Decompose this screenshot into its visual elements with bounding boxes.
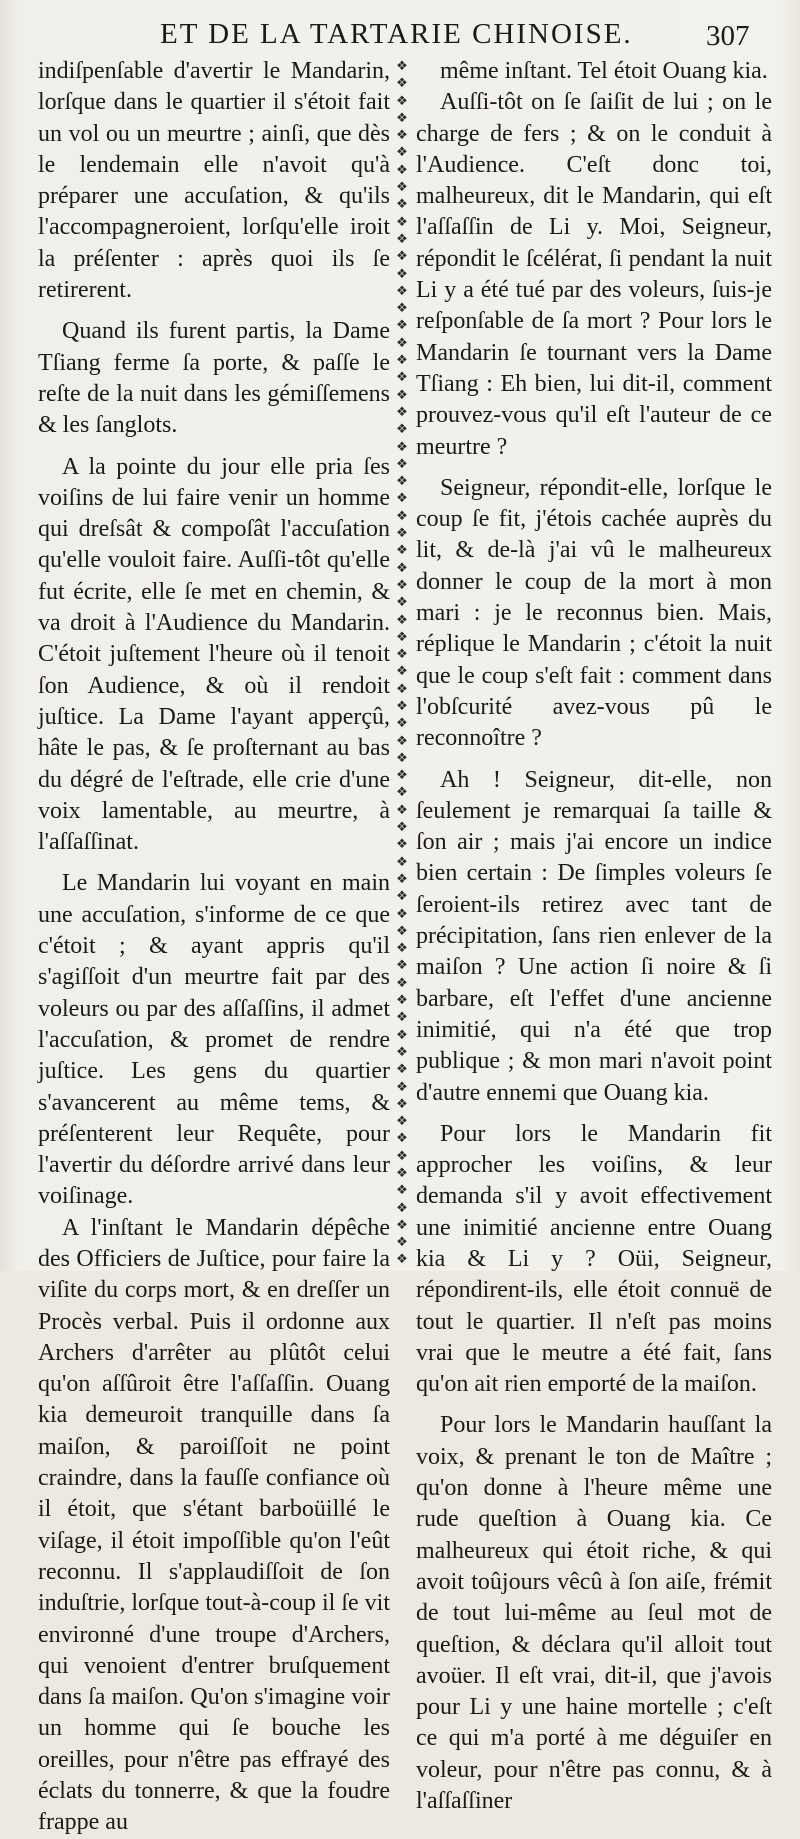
divider-ornament: ❖ xyxy=(396,750,408,766)
divider-ornament: ❖ xyxy=(396,1200,408,1216)
divider-ornament: ❖ xyxy=(396,837,408,853)
divider-ornament: ❖ xyxy=(396,526,408,542)
divider-ornament: ❖ xyxy=(396,76,408,92)
divider-ornament: ❖ xyxy=(396,1217,408,1233)
divider-ornament: ❖ xyxy=(396,197,408,213)
divider-ornament: ❖ xyxy=(396,110,408,126)
divider-ornament: ❖ xyxy=(396,802,408,818)
divider-ornament: ❖ xyxy=(396,698,408,714)
divider-ornament: ❖ xyxy=(396,906,408,922)
right-paragraph-1: même inſtant. Tel étoit Ouang kia. xyxy=(440,58,768,84)
divider-ornament: ❖ xyxy=(396,1114,408,1130)
divider-ornament: ❖ xyxy=(396,370,408,386)
divider-ornament: ❖ xyxy=(396,629,408,645)
divider-ornament: ❖ xyxy=(396,180,408,196)
left-paragraph-4: Le Mandarin lui voyant en main une accuſation, s'informe de ce que c'étoit ; & ayant appris qu'il s'agiſſoit d'un meurtre fait par des voleurs ou par des aſſaſſins, il admet l'accuſation, & promet de rendre juſtice. Les gens du quartier s'avancerent au même tems, & préſenterent leur Requête, pour l'avertir du déſordre arrivé dans leur voiſinage. xyxy=(38,870,390,1210)
divider-ornament: ❖ xyxy=(396,162,408,178)
divider-ornament: ❖ xyxy=(396,612,408,628)
divider-ornament: ❖ xyxy=(396,1183,408,1199)
divider-ornament: ❖ xyxy=(396,854,408,870)
divider-ornament: ❖ xyxy=(396,214,408,230)
divider-ornament: ❖ xyxy=(396,941,408,957)
divider-ornament: ❖ xyxy=(396,387,408,403)
divider-ornament: ❖ xyxy=(396,128,408,144)
right-column xyxy=(416,56,772,1815)
divider-ornament: ❖ xyxy=(396,318,408,334)
divider-ornament: ❖ xyxy=(396,577,408,593)
divider-ornament: ❖ xyxy=(396,335,408,351)
divider-ornament: ❖ xyxy=(396,1044,408,1060)
left-paragraph-5: A l'inſtant le Mandarin dépêche des Officiers de Juſtice, pour faire la viſite du corps mort, & en dreſſer un Procès verbal. Puis il ordonne aux Archers d'arrêter au plûtôt celui qu'on aſſûroit être l'aſſaſſin. Ouang kia demeuroit tranquille dans ſa maiſon, & paroiſſoit ne point craindre, dans la fauſſe confiance où il étoit, que s'étant barboüillé le viſage, il étoit impoſſible qu'on l'eût reconnu. Il s'applaudiſſoit de ſon induſtrie, lorſque tout-à-coup il ſe vit environné d'une troupe d'Archers, qui venoient d'entrer bruſquement dans ſa maiſon. Qu'on s'imagine voir un homme qui ſe bouche les oreilles, pour n'être pas effrayé des éclats du tonnerre, & que la foudre frappe au xyxy=(38,1214,390,1836)
page-number: 307 xyxy=(706,20,750,52)
right-paragraph-2: Auſſi-tôt on ſe ſaiſit de lui ; on le charge de fers ; & on le conduit à l'Audience. C'eſt donc toi, malheureux, dit le Mandarin, qui eſt l'aſſaſſin de Li y. Moi, Seigneur, répondit le ſcélérat, ſi pendant la nuit Li y a été tué par des voleurs, ſuis-je reſponſable de ſa mort ? Pour lors le Mandarin ſe tournant vers la Dame Tſiang : Eh bien, lui dit-il, comment prouvez-vous qu'il eſt l'auteur de ce meurtre ? xyxy=(416,89,772,460)
left-paragraph-3: A la pointe du jour elle pria ſes voiſins de lui faire venir un homme qui dreſsât & compoſât l'accuſation qu'elle vouloit faire. Auſſi-tôt qu'elle fut écrite, elle ſe met en chemin, & va droit à l'Audience du Mandarin. C'étoit juſtement l'heure où il tenoit ſon Audience, & où il rendoit juſtice. La Dame l'ayant apperçû, hâte le pas, & ſe proſternant au bas du dégré de l'eſtrade, elle crie d'une voix lamentable, au meurtre, à l'aſſaſſinat. xyxy=(38,453,390,856)
divider-ornament: ❖ xyxy=(396,958,408,974)
divider-ornament: ❖ xyxy=(396,266,408,282)
divider-ornament: ❖ xyxy=(396,1131,408,1147)
divider-ornament: ❖ xyxy=(396,231,408,247)
divider-ornament: ❖ xyxy=(396,889,408,905)
divider-ornament: ❖ xyxy=(396,491,408,507)
running-title: ET DE LA TARTARIE CHINOISE. xyxy=(160,18,633,50)
divider-ornament: ❖ xyxy=(396,871,408,887)
divider-ornament: ❖ xyxy=(396,1148,408,1164)
divider-ornament: ❖ xyxy=(396,595,408,611)
divider-ornament: ❖ xyxy=(396,543,408,559)
right-paragraph-4: Ah ! Seigneur, dit-elle, non ſeulement je remarquai ſa taille & ſon air ; mais j'ai encore un indice bien certain : De ſimples voleurs ſe ſeroient-ils retirez avec tant de précipitation, ſans rien enlever de la maiſon ? Une action ſi noire & ſi barbare, eſt l'effet d'une ancienne inimitié, qui n'a été que trop publique ; & mon mari n'avoit point d'autre ennemi que Ouang kia. xyxy=(416,766,772,1106)
divider-ornament: ❖ xyxy=(396,508,408,524)
divider-ornament: ❖ xyxy=(396,681,408,697)
divider-ornament: ❖ xyxy=(396,93,408,109)
divider-ornament: ❖ xyxy=(396,1027,408,1043)
divider-ornament: ❖ xyxy=(396,404,408,420)
divider-ornament: ❖ xyxy=(396,145,408,161)
left-column xyxy=(38,56,390,1836)
divider-ornament: ❖ xyxy=(396,993,408,1009)
divider-ornament: ❖ xyxy=(396,439,408,455)
divider-ornament: ❖ xyxy=(396,59,408,74)
divider-ornament: ❖ xyxy=(396,733,408,749)
divider-ornament: ❖ xyxy=(396,785,408,801)
divider-ornament: ❖ xyxy=(396,283,408,299)
divider-ornament: ❖ xyxy=(396,716,408,732)
divider-ornament: ❖ xyxy=(396,1096,408,1112)
divider-ornament: ❖ xyxy=(396,301,408,317)
divider-ornament: ❖ xyxy=(396,1252,408,1268)
right-paragraph-5: Pour lors le Mandarin fit approcher les voiſins, & leur demanda s'il y avoit effectivement une inimitié ancienne entre Ouang kia & Li y ? Oüi, Seigneur, répondirent-ils, elle étoit connuë de tout le quartier. Il n'eſt pas moins vrai que le meutre a été fait, ſans qu'on ait rien emporté de la maiſon. xyxy=(416,1120,772,1398)
divider-ornament: ❖ xyxy=(396,647,408,663)
divider-ornament: ❖ xyxy=(396,456,408,472)
divider-ornament: ❖ xyxy=(396,1079,408,1095)
divider-ornament: ❖ xyxy=(396,820,408,836)
left-paragraph-1: indiſpenſable d'avertir le Mandarin, lorſque dans le quartier il s'étoit fait un vol ou un meurtre ; ainſi, que dès le lendemain elle n'avoit qu'à préparer une accuſation, & qu'ils l'accompagneroient, lorſqu'elle iroit la préſenter : après quoi ils ſe retirerent. xyxy=(38,58,390,304)
divider-ornament: ❖ xyxy=(396,768,408,784)
divider-ornament: ❖ xyxy=(396,474,408,490)
divider-ornament: ❖ xyxy=(396,249,408,265)
right-paragraph-3: Seigneur, répondit-elle, lorſque le coup ſe fit, j'étois cachée auprès du lit, & de-là j'ai vû le malheureux donner le coup de la mort à mon mari : je le reconnus bien. Mais, réplique le Mandarin ; c'étoit la nuit que le coup s'eſt fait : comment dans l'obſcurité avez-vous pû le reconnoître ? xyxy=(416,474,772,752)
divider-ornament: ❖ xyxy=(396,1062,408,1078)
divider-ornament: ❖ xyxy=(396,560,408,576)
right-paragraph-6: Pour lors le Mandarin hauſſant la voix, & prenant le ton de Maître ; qu'on donne à l'heure même une rude queſtion à Ouang kia. Ce malheureux qui étoit riche, & qui avoit toûjours vêcû à ſon aiſe, frémit de tout lui-même au ſeul mot de queſtion, & déclara qu'il alloit tout avoüer. Il eſt vrai, dit-il, que j'avois pour Li y une haine mortelle ; c'eſt ce qui m'a porté à me déguiſer en voleur, pour n'être pas connu, & à l'aſſaſſiner xyxy=(416,1412,772,1815)
divider-ornament: ❖ xyxy=(396,1235,408,1251)
divider-ornament: ❖ xyxy=(396,353,408,369)
divider-ornament: ❖ xyxy=(396,1166,408,1181)
divider-ornament: ❖ xyxy=(396,664,408,680)
divider-ornament: ❖ xyxy=(396,1010,408,1026)
divider-ornament: ❖ xyxy=(396,422,408,438)
divider-ornament: ❖ xyxy=(396,975,408,991)
divider-ornament: ❖ xyxy=(396,923,408,939)
left-paragraph-2: Quand ils furent partis, la Dame Tſiang ferme ſa porte, & paſſe le reſte de la nuit dans les gémiſſemens & les ſanglots. xyxy=(38,318,390,439)
ornamental-column-divider xyxy=(391,58,413,1268)
